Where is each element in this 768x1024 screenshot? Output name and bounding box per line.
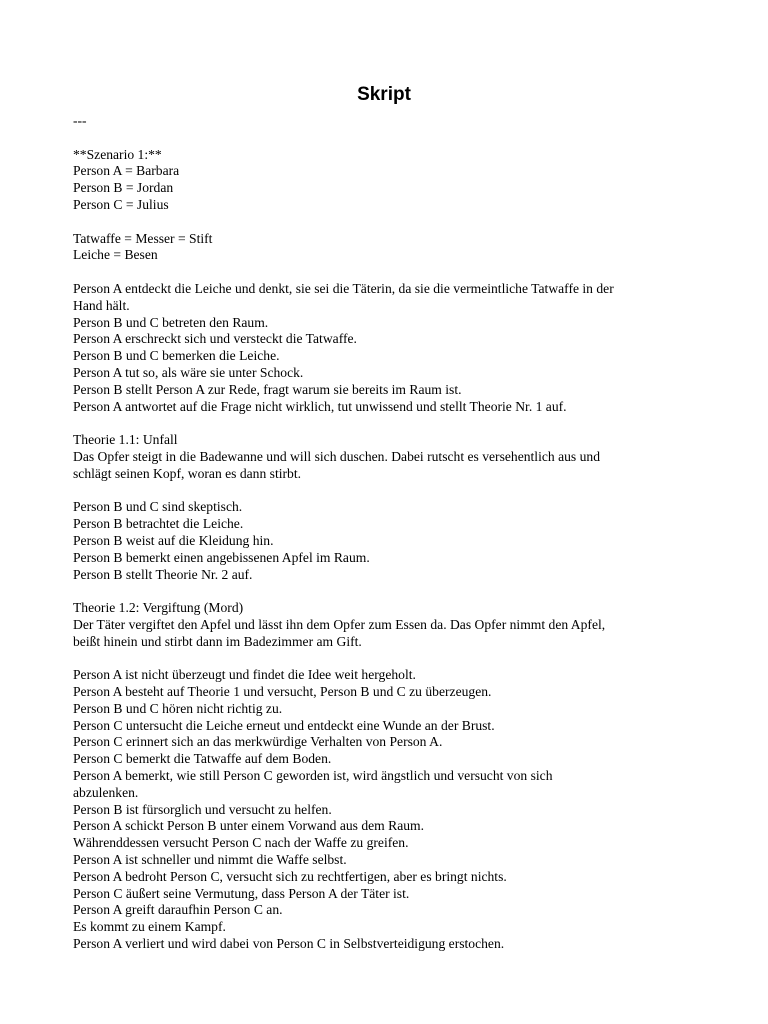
text-line: Person B und C bemerken die Leiche. <box>73 348 280 364</box>
text-line: Hand hält. <box>73 297 130 313</box>
text-line: Person A tut so, als wäre sie unter Schock. <box>73 364 304 380</box>
text-line: Person A greift daraufhin Person C an. <box>73 902 283 918</box>
paragraph-gap <box>73 214 713 231</box>
document-body <box>73 113 713 953</box>
text-line: Theorie 1.2: Vergiftung (Mord) <box>73 600 244 616</box>
text-line: Leiche = Besen <box>73 247 158 263</box>
text-line: schlägt seinen Kopf, woran es dann stirbt. <box>73 465 302 481</box>
text-line: Person B stellt Person A zur Rede, fragt warum sie bereits im Raum ist. <box>73 381 462 397</box>
text-line: **Szenario 1:** <box>73 146 162 162</box>
paragraph-gap <box>73 415 713 432</box>
text-line: Person B und C betreten den Raum. <box>73 314 269 330</box>
paragraph-block <box>73 600 713 650</box>
paragraph-block <box>73 432 713 482</box>
text-line: Theorie 1.1: Unfall <box>73 432 178 448</box>
text-line: Person C untersucht die Leiche erneut und entdeckt eine Wunde an der Brust. <box>73 717 495 733</box>
text-line: Tatwaffe = Messer = Stift <box>73 230 213 246</box>
text-line: Person B und C sind skeptisch. <box>73 499 243 515</box>
text-line: Person B weist auf die Kleidung hin. <box>73 532 274 548</box>
text-line: Person B und C hören nicht richtig zu. <box>73 700 283 716</box>
paragraph-gap <box>73 264 713 281</box>
text-line: Es kommt zu einem Kampf. <box>73 919 226 935</box>
text-line: Person B stellt Theorie Nr. 2 auf. <box>73 566 253 582</box>
document-title: Skript <box>357 84 411 105</box>
paragraph-gap <box>73 483 713 500</box>
paragraph-gap <box>73 583 713 600</box>
text-line: Person A bedroht Person C, versucht sich zu rechtfertigen, aber es bringt nichts. <box>73 868 507 884</box>
text-line: Person C äußert seine Vermutung, dass Person A der Täter ist. <box>73 885 410 901</box>
text-line: Person A besteht auf Theorie 1 und versucht, Person B und C zu überzeugen. <box>73 684 492 700</box>
text-line: Person A ist schneller und nimmt die Waffe selbst. <box>73 852 347 868</box>
text-line: Person B betrachtet die Leiche. <box>73 516 244 532</box>
text-line: Der Täter vergiftet den Apfel und lässt ihn dem Opfer zum Essen da. Das Opfer nimmt den Apfel, <box>73 616 606 632</box>
text-line: Person C bemerkt die Tatwaffe auf dem Boden. <box>73 751 332 767</box>
paragraph-gap <box>73 130 713 147</box>
text-line: abzulenken. <box>73 784 139 800</box>
text-line: Person C = Julius <box>73 196 169 212</box>
paragraph-block <box>73 667 713 953</box>
paragraph-block <box>73 281 713 415</box>
text-line: Person A erschreckt sich und versteckt die Tatwaffe. <box>73 331 357 347</box>
text-line: Person B ist fürsorglich und versucht zu helfen. <box>73 801 332 817</box>
text-line: Person B bemerkt einen angebissenen Apfel im Raum. <box>73 549 370 565</box>
text-line: Person A = Barbara <box>73 163 180 179</box>
text-line: Person A verliert und wird dabei von Person C in Selbstverteidigung erstochen. <box>73 936 505 952</box>
text-line: Person A entdeckt die Leiche und denkt, sie sei die Täterin, da sie die vermeintliche Tatwaffe in der <box>73 280 614 296</box>
text-line: Person C erinnert sich an das merkwürdige Verhalten von Person A. <box>73 734 443 750</box>
text-line: Währenddessen versucht Person C nach der Waffe zu greifen. <box>73 835 409 851</box>
separator-line: --- <box>73 113 87 128</box>
text-line: Person B = Jordan <box>73 180 174 196</box>
text-line: Person A antwortet auf die Frage nicht wirklich, tut unwissend und stellt Theorie Nr. 1 auf. <box>73 398 567 414</box>
text-line: Person A bemerkt, wie still Person C geworden ist, wird ängstlich und versucht von sich <box>73 768 553 784</box>
paragraph-block <box>73 231 713 265</box>
text-line: Person A schickt Person B unter einem Vorwand aus dem Raum. <box>73 818 425 834</box>
paragraph-block <box>73 147 713 214</box>
text-line: Person A ist nicht überzeugt und findet die Idee weit hergeholt. <box>73 667 416 683</box>
text-line: beißt hinein und stirbt dann im Badezimmer am Gift. <box>73 633 362 649</box>
paragraph-gap <box>73 651 713 668</box>
text-line: Das Opfer steigt in die Badewanne und will sich duschen. Dabei rutscht es versehentlich aus und <box>73 448 600 464</box>
paragraph-block <box>73 499 713 583</box>
